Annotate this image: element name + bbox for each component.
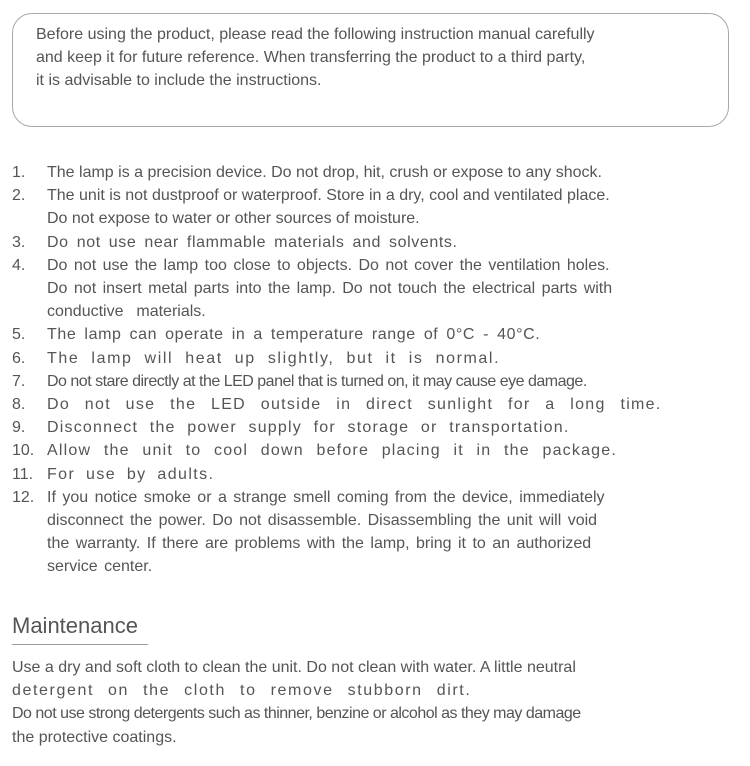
rule-number: 1. [12, 164, 26, 181]
intro-line: Before using the product, please read the following instruction manual carefully [36, 26, 595, 43]
rule-line: The lamp will heat up slightly, but it is normal. [47, 349, 501, 367]
rule-line: Do not use the LED outside in direct sunlight for a long time. [47, 396, 662, 414]
safety-rules-list [12, 161, 712, 579]
rule-line: disconnect the power. Do not disassemble. Disassembling the unit will void [47, 512, 598, 530]
rule-line: If you notice smoke or a strange smell coming from the device, immediately [47, 488, 605, 506]
rule-text [47, 486, 712, 579]
intro-line: and keep it for future reference. When transferring the product to a third party, [36, 49, 586, 66]
rule-number: 12. [12, 488, 35, 506]
rule-line: The lamp can operate in a temperature range of 0°C - 40°C. [47, 326, 541, 344]
rule-number: 11. [12, 465, 34, 483]
rule-text [47, 347, 712, 370]
rule-number: 2. [12, 187, 26, 205]
maintenance-line: Do not use strong detergents such as thinner, benzine or alcohol as they may damage [12, 705, 581, 723]
rule-text [47, 323, 712, 346]
rule-line: The unit is not dustproof or waterproof. Store in a dry, cool and ventilated place. [47, 187, 610, 205]
rule-item-2 [12, 184, 712, 230]
rule-line: Do not expose to water or other sources of moisture. [47, 210, 420, 228]
rule-line: Disconnect the power supply for storage or transportation. [47, 419, 570, 437]
maintenance-heading: Maintenance [12, 613, 138, 638]
rule-item-3 [12, 231, 712, 254]
rule-line: Do not use the lamp too close to objects. Do not cover the ventilation holes. [47, 256, 610, 274]
rule-item-7 [12, 370, 712, 393]
rule-line: The lamp is a precision device. Do not drop, hit, crush or expose to any shock. [47, 164, 602, 181]
maintenance-line: Use a dry and soft cloth to clean the unit. Do not clean with water. A little neutral [12, 659, 576, 676]
rule-item-12 [12, 486, 712, 579]
rule-line: the warranty. If there are problems with the lamp, bring it to an authorized [47, 535, 592, 553]
rule-number: 6. [12, 349, 26, 367]
rule-text [47, 463, 712, 486]
rule-item-9 [12, 416, 712, 439]
rule-item-11 [12, 463, 712, 486]
rule-item-6 [12, 347, 712, 370]
rule-text [47, 439, 712, 462]
rule-line: Do not use near flammable materials and solvents. [47, 233, 458, 251]
rule-number: 5. [12, 326, 26, 344]
rule-item-5 [12, 323, 712, 346]
maintenance-line: detergent on the cloth to remove stubborn dirt. [12, 682, 472, 700]
rule-text [47, 231, 712, 254]
rule-text [47, 393, 712, 416]
rule-number: 10. [12, 442, 35, 460]
rule-item-8 [12, 393, 712, 416]
rule-item-4 [12, 254, 712, 324]
rule-number: 3. [12, 233, 26, 251]
maintenance-line: the protective coatings. [12, 728, 177, 746]
maintenance-text [12, 656, 732, 749]
rule-item-10 [12, 439, 712, 462]
rule-line: service center. [47, 558, 153, 576]
rule-text [47, 370, 712, 393]
rule-line: Allow the unit to cool down before placing it in the package. [47, 442, 618, 460]
rule-text [47, 416, 712, 439]
rule-line: conductive materials. [47, 303, 206, 321]
rule-text [47, 254, 712, 324]
rule-number: 8. [12, 396, 26, 414]
rule-text [47, 184, 712, 230]
rule-line: For use by adults. [47, 465, 215, 483]
rule-number: 9. [12, 419, 26, 437]
rule-line: Do not stare directly at the LED panel that is turned on, it may cause eye damage. [47, 372, 587, 390]
rule-number: 7. [12, 372, 26, 390]
rule-line: Do not insert metal parts into the lamp. Do not touch the electrical parts with [47, 280, 613, 298]
intro-notice-text [36, 23, 706, 92]
rule-item-1 [12, 161, 712, 184]
rule-text [47, 161, 712, 184]
heading-underline-divider [12, 644, 148, 645]
rule-number: 4. [12, 256, 26, 274]
intro-line: it is advisable to include the instructions. [36, 72, 322, 89]
